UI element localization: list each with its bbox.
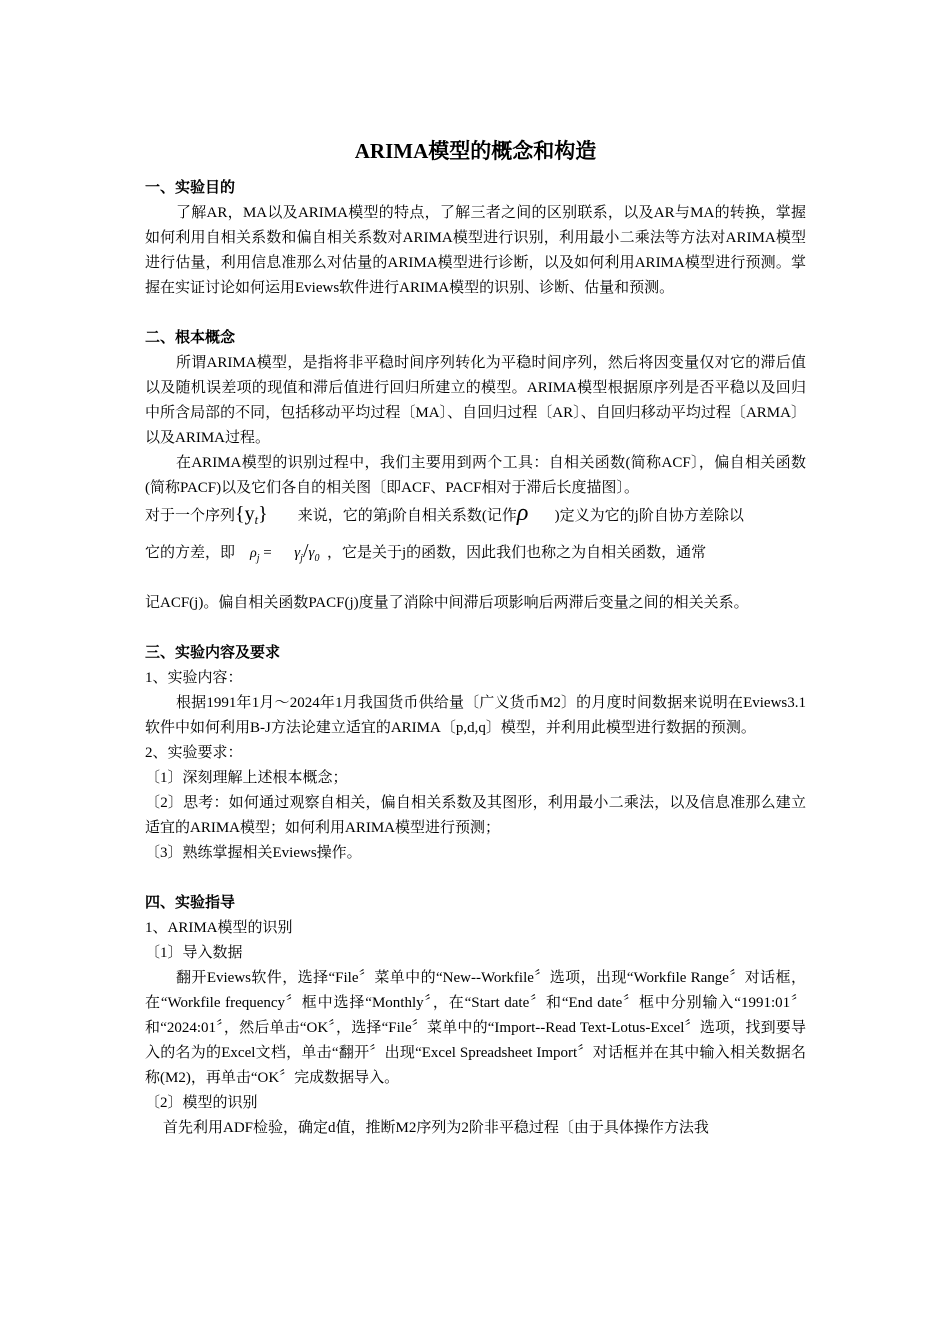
series-close: } — [258, 503, 268, 525]
spacer — [145, 866, 806, 891]
rho-j: ρ — [250, 546, 257, 561]
section2-formula-line-2 — [145, 533, 806, 577]
gamma-j: γ — [294, 545, 301, 561]
section4-subheading-1b: 〔2〕模型的识别 — [145, 1095, 258, 1111]
gamma-0: γ — [308, 545, 315, 561]
section4-heading: 四、实验指导 — [145, 895, 236, 911]
section2-paragraph-1: 所谓ARIMA模型，是指将非平稳时间序列转化为平稳时间序列，然后将因变量仅对它的滞后值以及随机误差项的现值和滞后值进行回归所建立的模型。ARIMA模型根据原序列是否平稳以及回归中所含局部的不同，包括移动平均过程〔MA〕、自回归过程〔AR〕、自回归移动平均过程〔ARMA〕以及ARIMA过程。 — [145, 355, 806, 446]
text-run: )定义为它的j阶自协方差除以 — [554, 508, 744, 524]
section1-paragraph: 了解AR，MA以及ARIMA模型的特点，了解三者之间的区别联系，以及AR与MA的转换，掌握如何利用自相关系数和偏自相关系数对ARIMA模型进行识别，利用最小二乘法等方法对ARIMA模型进行估量，利用信息准那么对估量的ARIMA模型进行诊断，以及如何利用ARIMA模型进行预测。掌握在实证讨论如何运用Eviews软件进行ARIMA模型的识别、诊断、估量和预测。 — [145, 205, 806, 296]
section3-subheading-2: 2、实验要求： — [145, 745, 243, 761]
spacer — [145, 616, 806, 641]
series-open: {y — [235, 503, 255, 525]
section2-paragraph-4: 记ACF(j)。偏自相关函数PACF(j)度量了消除中间滞后项影响后两滞后变量之间的相关关系。 — [145, 595, 749, 611]
section4-paragraph-1: 翻开Eviews软件，选择“File〞菜单中的“New--Workfile〞选项，出现“Workfile Range〞对话框，在“Workfile frequency〞框中选择“Monthly〞，在“Start date〞和“End date〞框中分别输入“1991:01〞和“2024:01〞，然后单击“OK〞，选择“File〞菜单中的“Import--Read Text-Lotus-Excel〞选项，找到要导入的名为的Excel文档，单击“翻开〞出现“Excel Spreadsheet Import〞对话框并在其中输入相关数据名称(M2)，再单击“OK〞完成数据导入。 — [145, 970, 806, 1086]
section4-paragraph-2: 首先利用ADF检验，确定d值，推断M2序列为2阶非平稳过程〔由于具体操作方法我 — [163, 1120, 709, 1136]
section2-formula-line-1 — [145, 501, 806, 533]
section2-paragraph-2: 在ARIMA模型的识别过程中，我们主要用到两个工具：自相关函数(简称ACF〕，偏自相关函数(简称PACF)以及它们各自的相关图〔即ACF、PACF相对于滞后长度描图〕。 — [145, 455, 806, 496]
section1-heading: 一、实验目的 — [145, 180, 236, 196]
equals-sign: = — [263, 545, 272, 561]
series-subscript: t — [254, 513, 259, 527]
section3-heading: 三、实验内容及要求 — [145, 645, 281, 661]
requirement-1: 〔1〕深刻理解上述根本概念； — [145, 770, 348, 786]
text-run: 来说，它的第j阶自相关系数(记作 — [297, 508, 517, 524]
requirement-3: 〔3〕熟练掌握相关Eviews操作。 — [145, 845, 362, 861]
rho-j-subscript: j — [256, 553, 260, 564]
section2-heading: 二、根本概念 — [145, 330, 236, 346]
series-symbol — [235, 503, 268, 527]
document-title: ARIMA模型的概念和构造 — [354, 139, 597, 163]
section3-paragraph: 根据1991年1月～2024年1月我国货币供给量〔广义货币M2〕的月度时间数据来说明在Eviews3.1软件中如何利用B-J方法论建立适宜的ARIMA〔p,d,q〕模型，并利用此模型进行数据的预测。 — [145, 695, 806, 736]
spacer — [145, 577, 806, 591]
document-page — [145, 136, 806, 1141]
rho-symbol: ρ — [516, 500, 529, 526]
gamma-0-subscript: 0 — [314, 553, 320, 564]
requirement-2: 〔2〕思考：如何通过观察自相关，偏自相关系数及其图形，利用最小二乘法，以及信息准那么建立适宜的ARIMA模型；如何利用ARIMA模型进行预测； — [145, 795, 806, 836]
text-run: 对于一个序列 — [145, 508, 236, 524]
spacer — [145, 301, 806, 326]
section4-subheading-1a: 〔1〕导入数据 — [145, 945, 243, 961]
text-run: ，它是关于j的函数，因此我们也称之为自相关函数，通常 — [326, 545, 707, 561]
section4-subheading-1: 1、ARIMA模型的识别 — [145, 920, 293, 936]
section3-subheading-1: 1、实验内容： — [145, 670, 243, 686]
slash: / — [302, 540, 309, 562]
gamma-j-subscript: j — [300, 553, 303, 564]
text-run: 它的方差，即 — [145, 545, 236, 561]
